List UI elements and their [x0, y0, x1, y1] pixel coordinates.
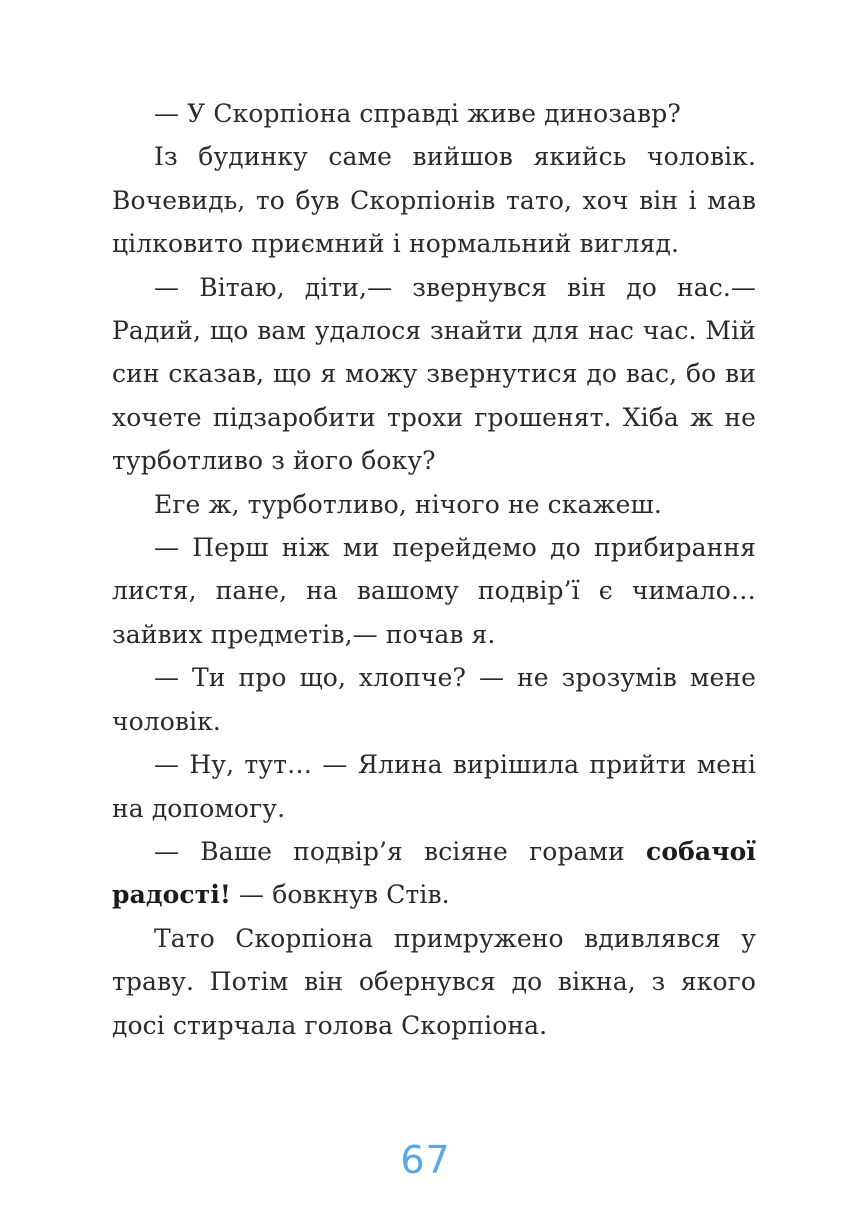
page-body — [112, 92, 756, 1047]
paragraph-8 — [112, 830, 756, 917]
page-number: 67 — [400, 1138, 451, 1182]
paragraph-9: Тато Скорпіона примружено вдивлявся у траву. Потім він обернувся до вікна, з якого досі стирчала голова Скорпіона. — [112, 923, 756, 1040]
paragraph-8-start: — Ваше подвір’я всіяне горами — [154, 836, 647, 866]
paragraph-7: — Ну, тут… — Ялина вирішила прийти мені на допомогу. — [112, 750, 756, 823]
bold-phrase: собачої радості! — [112, 836, 756, 910]
paragraph-2: Із будинку саме вийшов якийсь чоловік. Вочевидь, то був Скорпіонів тато, хоч він і мав цілковито приємний і нормальний вигляд. — [112, 142, 756, 259]
paragraph-8-end: — бовкнув Стів. — [231, 880, 450, 910]
paragraph-6: — Ти про що, хлопче? — не зрозумів мене чоловік. — [112, 663, 756, 736]
paragraph-4: Еге ж, турботливо, нічого не скажеш. — [154, 489, 662, 519]
paragraph-5: — Перш ніж ми перейдемо до прибирання листя, пане, на вашому подвір’ї є чимало… зайвих предметів,— почав я. — [112, 533, 756, 649]
paragraph-3: — Вітаю, діти,— звернувся він до нас.— Радий, що вам удалося знайти для нас час. Мій син сказав, що я можу звернутися до вас, бо ви хочете підзаробити трохи грошенят. Хіба ж не турботливо з його боку? — [112, 272, 756, 476]
paragraph-1: — У Скорпіона справді живе динозавр? — [154, 99, 681, 128]
